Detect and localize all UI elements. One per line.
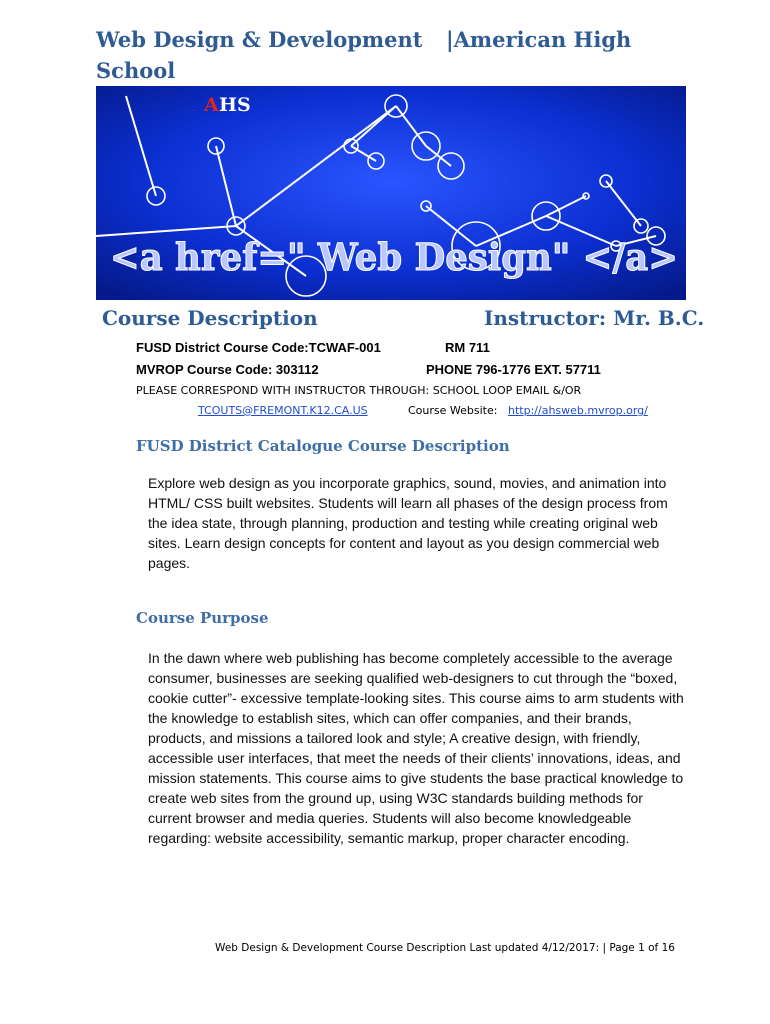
page-footer (0, 942, 770, 954)
banner-logo-a: A (204, 94, 219, 116)
catalogue-description: Explore web design as you incorporate graphics, sound, movies, and animation into HTML/ CSS built websites. Students will learn all phases of the design process from the idea state, through planning, production and testing while creating original web sites. Learn design concepts for content and layout as you design commercial web pages. (148, 475, 668, 571)
course-website-link[interactable]: http://ahsweb.mvrop.org/ (508, 404, 648, 417)
phone-number: PHONE 796-1776 EXT. 57711 (426, 362, 601, 377)
banner-image (96, 86, 686, 300)
mvrop-course-code: MVROP Course Code: 303112 (136, 362, 319, 377)
course-website-label: Course Website: (408, 404, 498, 417)
header-school-cont: School (96, 58, 176, 83)
course-purpose-text: In the dawn where web publishing has become completely accessible to the average consumer, businesses are seeking qualified web-designers to cut through the “boxed, cookie cutter”- excessive template-looking sites. This course aims to arm students with the knowledge to establish sites, which can offer companies, and their brands, products, and missions a tailored look and style; A creative design, with friendly, accessible user interfaces, that meet the needs of their clients’ innovations, ideas, and mission statements. This course aims to give students the base practical knowledge to create web sites from the ground up, using W3C standards building methods for current browser and media queries. Students will also become knowledgeable regarding: website accessibility, semantic markup, proper character encoding. (148, 650, 684, 846)
instructor-email-link[interactable]: TCOUTS@FREMONT.K12.CA.US (198, 404, 368, 417)
header-school: |American High (446, 27, 632, 52)
correspond-note: PLEASE CORRESPOND WITH INSTRUCTOR THROUGH: SCHOOL LOOP EMAIL &/OR (136, 384, 582, 397)
banner-tagline: <a href=" Web Design" </a> (110, 235, 678, 279)
footer-text: Web Design & Development Course Description Last updated 4/12/2017: | Page 1 of 16 (215, 942, 675, 954)
course-description-heading: Course Description (102, 306, 318, 330)
instructor-heading: Instructor: Mr. B.C. (484, 306, 705, 330)
document-header (96, 24, 696, 86)
header-title: Web Design & Development (96, 27, 423, 52)
room-number: RM 711 (445, 340, 490, 355)
course-purpose-heading: Course Purpose (136, 609, 269, 627)
district-course-code: FUSD District Course Code:TCWAF-001 (136, 340, 381, 355)
catalogue-heading: FUSD District Catalogue Course Description (136, 437, 510, 455)
banner-logo-hs: HS (219, 94, 251, 116)
